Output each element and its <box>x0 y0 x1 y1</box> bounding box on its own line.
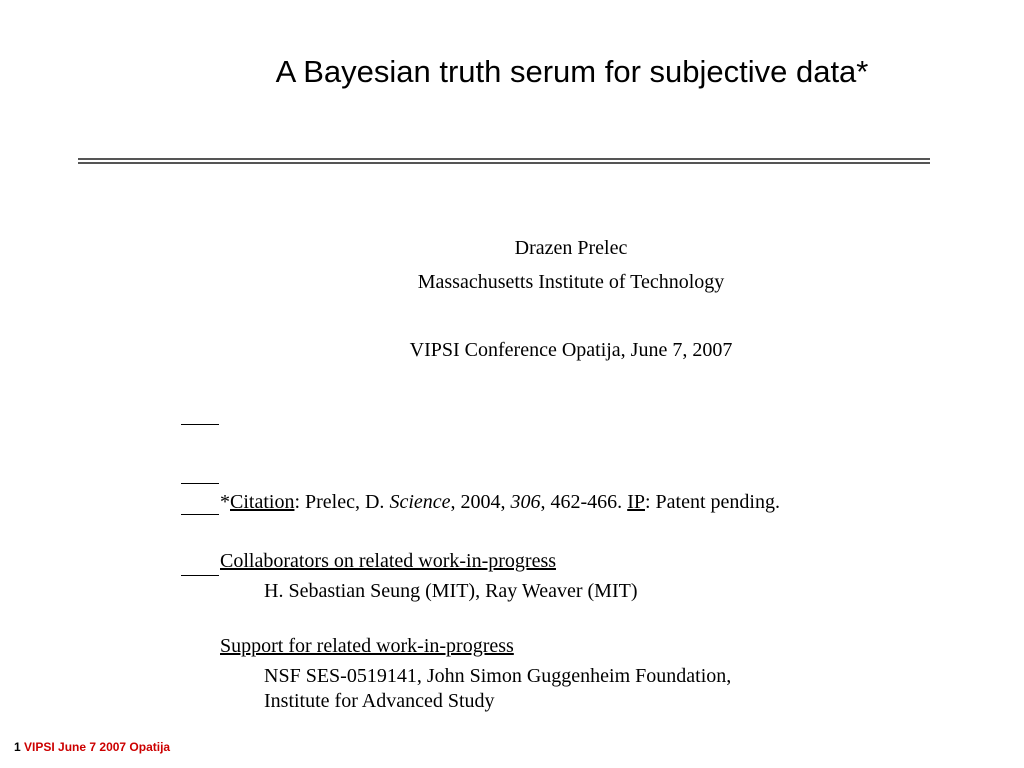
citation-label: Citation <box>230 491 295 513</box>
slide-title: A Bayesian truth serum for subjective data* <box>275 54 869 89</box>
ip-text: : Patent pending. <box>644 491 780 513</box>
footer-text: VIPSI June 7 2007 Opatija <box>24 740 171 754</box>
support-line-1: NSF SES-0519141, John Simon Guggenheim Foundation, <box>264 665 732 687</box>
citation-year: , 2004, <box>450 491 511 513</box>
slide-footer <box>14 740 170 754</box>
collaborators-names: H. Sebastian Seung (MIT), Ray Weaver (MIT) <box>264 580 638 602</box>
citation-pages: , 462-466. <box>540 491 628 513</box>
author-affiliation: Massachusetts Institute of Technology <box>417 271 725 293</box>
footnote-rule <box>181 483 219 484</box>
citation-asterisk: * <box>220 491 230 513</box>
footnote-rule <box>181 514 219 515</box>
support-line-2: Institute for Advanced Study <box>264 690 495 712</box>
citation-volume: 306 <box>510 491 541 513</box>
footnote-rule <box>181 575 219 576</box>
citation-line <box>220 490 780 514</box>
title-divider-top <box>78 158 930 160</box>
citation-authors: : Prelec, D. <box>294 491 390 513</box>
page-number: 1 <box>14 740 21 754</box>
collaborators-heading: Collaborators on related work-in-progress <box>220 550 557 572</box>
citation-journal: Science <box>389 491 451 513</box>
conference-info: VIPSI Conference Opatija, June 7, 2007 <box>409 339 733 361</box>
author-name: Drazen Prelec <box>514 237 628 259</box>
title-divider-bottom <box>78 162 930 164</box>
ip-label: IP <box>627 491 645 513</box>
support-heading: Support for related work-in-progress <box>220 635 514 657</box>
footnote-rule <box>181 424 219 425</box>
